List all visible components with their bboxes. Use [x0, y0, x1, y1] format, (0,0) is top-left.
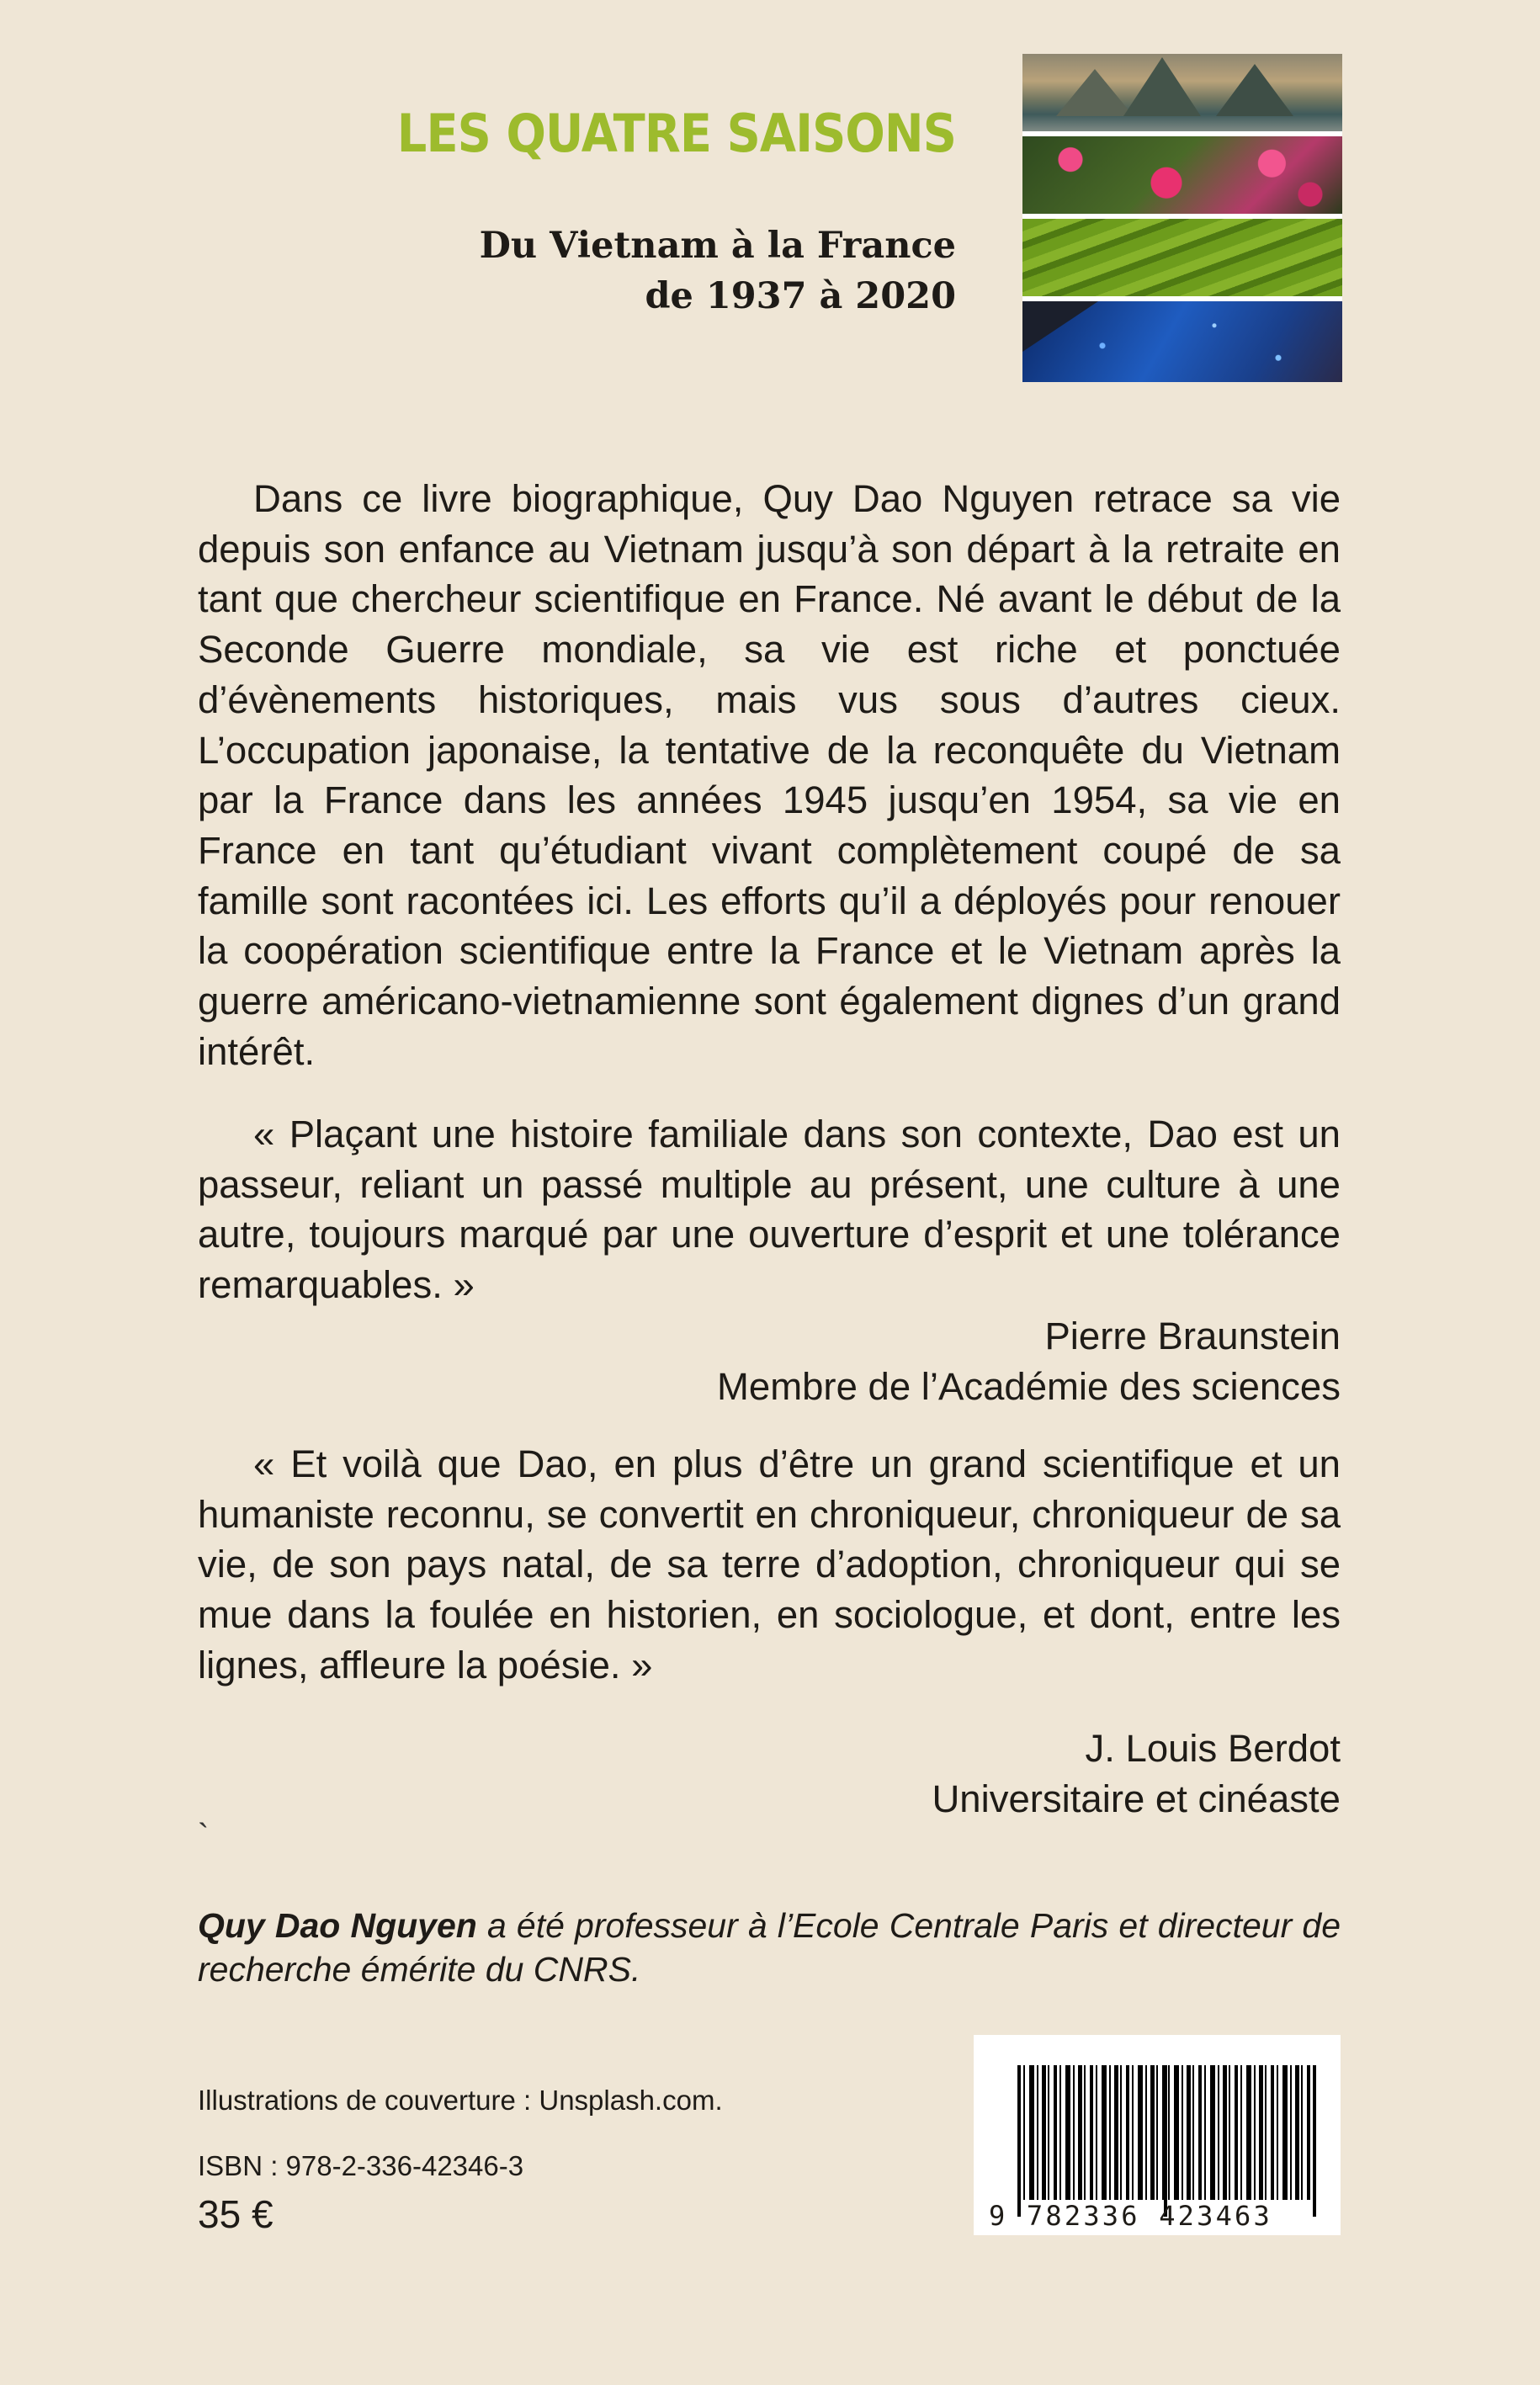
isbn: ISBN : 978-2-336-42346-3: [198, 2150, 524, 2181]
quote-1-text: « Plaçant une histoire familiale dans son contexte, Dao est un passeur, reliant un passé multiple au présent, une culture à une autre, toujours marqué par une ouverture d’esprit et une tolérance remarquables. »: [198, 1113, 1341, 1307]
price: 35 €: [198, 2192, 273, 2236]
subtitle-line-1: Du Vietnam à la France: [479, 225, 956, 267]
pink-flowers-image: [1022, 136, 1342, 214]
rice-terraces-image: [1022, 219, 1342, 296]
barcode-guard-right: [1313, 2065, 1316, 2217]
barcode: [974, 2035, 1341, 2235]
book-summary: Dans ce livre biographique, Quy Dao Nguyen retrace sa vie depuis son enfance au Vietnam jusqu’à son départ à la retraite en tant que chercheur scientifique en France. Né avant le début de la Seconde Guerre mondiale, sa vie est riche et ponctuée d’évènements historiques, mais vus sous d’autres cieux. L’occupation japonaise, la tentative de la reconquête du Vietnam par la France dans les années 1945 jusqu’en 1954, sa vie en France en tant qu’étudiant vivant complètement coupé de sa famille sont racontées ici. Les efforts qu’il a déployés pour renouer la coopération scientifique entre la France et le Vietnam après la guerre américano-vietnamienne sont également dignes d’un grand intérêt.: [198, 477, 1341, 1073]
book-subtitle: [480, 220, 956, 321]
quote-1-role: Membre de l’Académie des sciences: [717, 1364, 1341, 1408]
quote-2-text: « Et voilà que Dao, en plus d’être un grand scientifique et un humaniste reconnu, se convertit en chroniqueur, chroniqueur de sa vie, de son pays natal, de sa terre d’adoption, chroniqueur qui se mue dans la foulée en historien, en sociologue, et dont, entre les lignes, affleure la poésie. »: [198, 1442, 1341, 1686]
stray-mark: `: [198, 1818, 210, 1855]
barcode-digits: 9 782336 423463: [989, 2200, 1272, 2232]
barcode-guard-left: [1017, 2065, 1021, 2217]
author-name: Quy Dao Nguyen: [198, 1906, 477, 1945]
author-bio-text: a été professeur à l’Ecole Centrale Paris et directeur de recherche émérite du CNRS.: [198, 1906, 1341, 1989]
illustration-credit: Illustrations de couverture : Unsplash.com.: [198, 2085, 723, 2116]
quote-1-author: Pierre Braunstein: [1044, 1315, 1341, 1357]
subtitle-line-2: de 1937 à 2020: [645, 275, 956, 317]
quote-1-attribution: [717, 1311, 1341, 1411]
quote-2-author: J. Louis Berdot: [1085, 1727, 1341, 1770]
barcode-guard-center: [1164, 2065, 1167, 2217]
cover-collage: [1022, 54, 1342, 382]
book-title: LES QUATRE SAISONS: [396, 103, 956, 164]
quote-2-attribution: [932, 1724, 1341, 1824]
winter-night-image: [1022, 301, 1342, 382]
author-bio: [198, 1904, 1341, 1991]
mountain-lake-image: [1022, 54, 1342, 131]
quote-2-role: Universitaire et cinéaste: [932, 1777, 1341, 1820]
